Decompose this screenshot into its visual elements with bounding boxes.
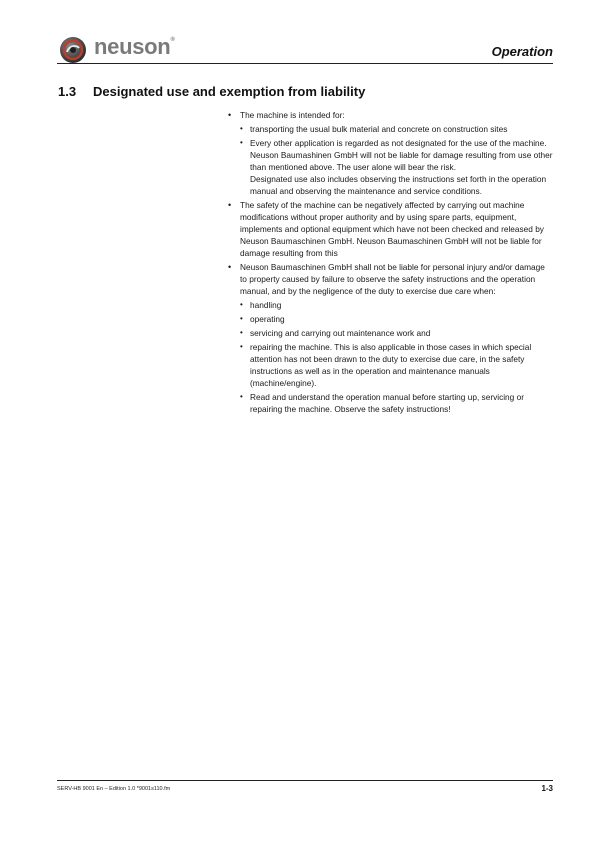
section-heading-title: Designated use and exemption from liability — [93, 84, 366, 99]
page-header — [0, 0, 595, 70]
bullet-icon: • — [240, 328, 243, 337]
list-item: • Neuson Baumaschinen GmbH shall not be liable for personal injury and/or damage to property caused by failure to observe the safety instructions and the operation manual, and by the negligence of the duty to exercise due care when: • handling • operating • servicing and carrying out maintenance work and • repairing the machine. This is also applicable in those cases in which special attention has not been drawn to the duty to exercise due care, in the safety instructions as well as in the operation and maintenance manuals (machine/engine). • Read and understand the operation manual before starting up, servicing or repairing the machine. Observe the safety instructions! — [228, 261, 554, 415]
neuson-logo-text: neuson® — [94, 34, 175, 59]
section-number: 1.3 — [58, 84, 77, 99]
bullet-icon: • — [240, 342, 243, 351]
footer-document-id: SERV-HB 9001 En – Edition 1.0 *9001s110.fm — [57, 786, 171, 792]
bullet-icon: • — [240, 392, 243, 401]
bullet-list — [228, 109, 554, 415]
bullet-icon: • — [240, 138, 243, 147]
sub-list — [240, 123, 554, 197]
sub-list-item: • transporting the usual bulk material and concrete on construction sites — [240, 124, 508, 134]
list-item: • The safety of the machine can be negatively affected by carrying out machine modifications without proper authority and by using spare parts, equipment, implements and optional equipment which have not been checked and released by Neuson Baumaschinen GmbH. Neuson Baumaschinen GmbH will not be liable for damage resulting from this — [228, 200, 544, 258]
sub-list — [240, 299, 554, 415]
bullet-icon: • — [240, 300, 243, 309]
bullet-icon: • — [228, 110, 232, 120]
header-divider — [57, 63, 553, 64]
bullet-icon: • — [228, 200, 232, 210]
page-number: 1-3 — [541, 784, 553, 793]
bullet-icon: • — [240, 314, 243, 323]
sub-list-item: • Every other application is regarded as not designated for the use of the machine. Neuson Baumashinen GmbH will not be liable for damage resulting from use other than mentioned above. The user alone will bear the risk. Designated use also includes observing the instructions set forth in the operation manual and observing the maintenance and service conditions. — [240, 138, 553, 196]
neuson-logo-icon — [59, 36, 87, 64]
sub-list-item: • handling — [240, 300, 282, 310]
bullet-icon: • — [228, 262, 232, 272]
bullet-icon: • — [240, 124, 243, 133]
footer-divider — [57, 780, 553, 781]
sub-list-item: • servicing and carrying out maintenance work and — [240, 328, 431, 338]
list-item: • The machine is intended for: • transporting the usual bulk material and concrete on construction sites • Every other application is regarded as not designated for the use of the machine. Neuson Baumashinen GmbH will not be liable for damage resulting from use other than mentioned above. The user alone will bear the risk. Designated use also includes observing the instructions set forth in the operation manual and observing the maintenance and service conditions. — [228, 110, 553, 196]
body-text — [228, 109, 554, 417]
sub-list-item: • repairing the machine. This is also applicable in those cases in which special attention has not been drawn to the duty to exercise due care, in the safety instructions as well as in the operation and maintenance manuals (machine/engine). — [240, 342, 532, 388]
sub-list-item: • Read and understand the operation manual before starting up, servicing or repairing the machine. Observe the safety instructions! — [240, 392, 524, 414]
sub-list-item: • operating — [240, 314, 285, 324]
section-title: Operation — [491, 44, 553, 59]
